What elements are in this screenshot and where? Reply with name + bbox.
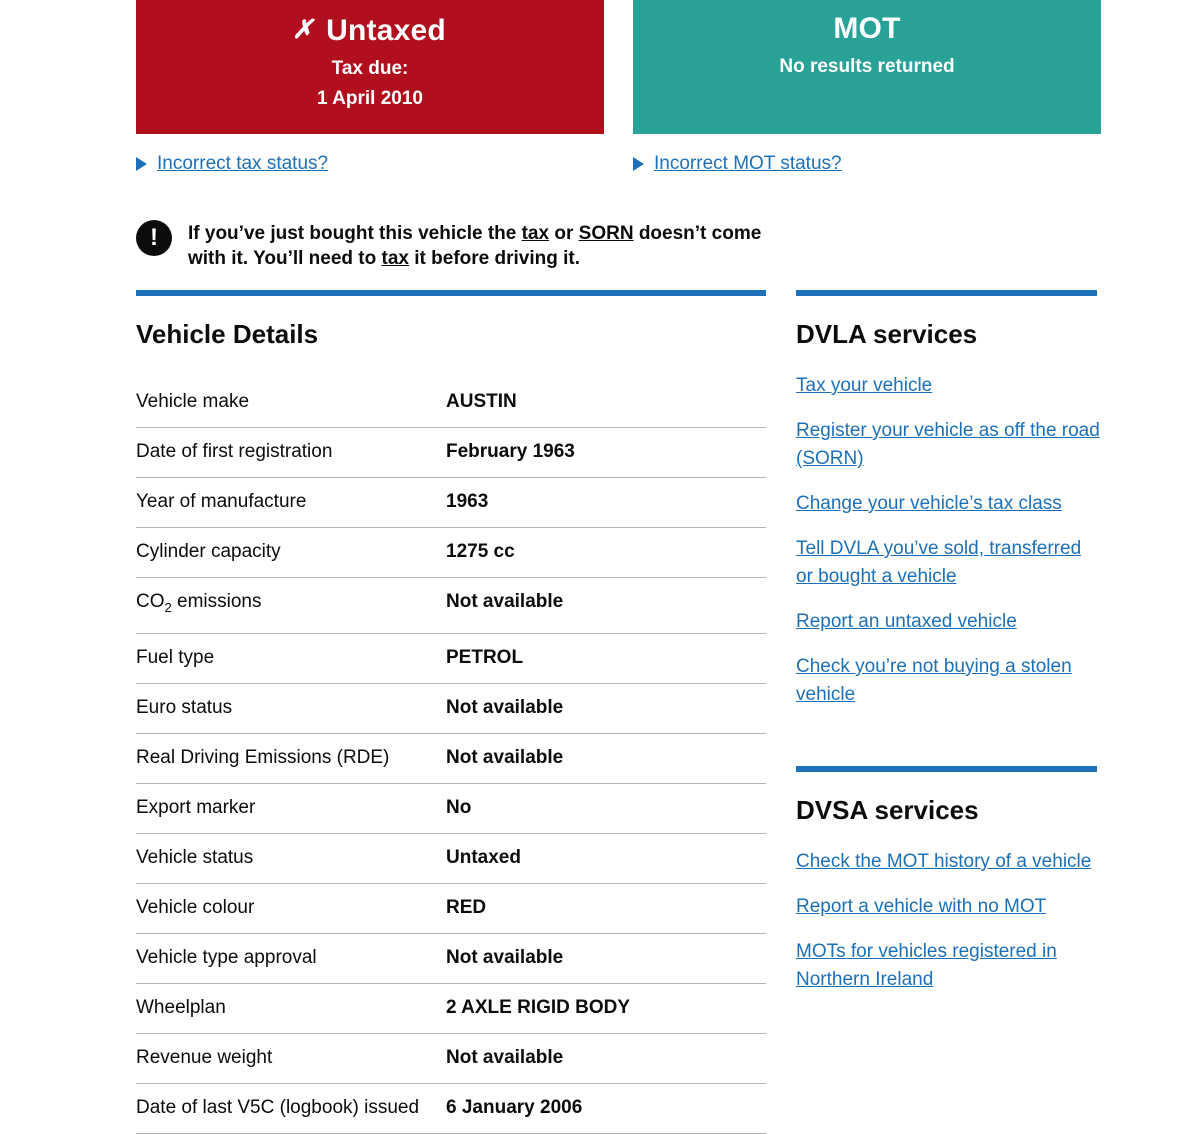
vehicle-details-column <box>136 290 766 1134</box>
row-label: Date of last V5C (logbook) issued <box>136 1083 446 1133</box>
list-item <box>796 417 1102 473</box>
mot-status-result: No results returned <box>779 56 955 77</box>
list-item <box>796 608 1102 636</box>
row-value: 2 AXLE RIGID BODY <box>446 983 766 1033</box>
row-value: 1963 <box>446 478 766 528</box>
table-row <box>136 833 766 883</box>
vehicle-details-table <box>136 378 766 1134</box>
row-value: Not available <box>446 733 766 783</box>
table-row <box>136 983 766 1033</box>
row-label-co2: $CO_2$ emissions <box>136 578 446 634</box>
mot-status-title: MOT <box>833 12 901 45</box>
incorrect-mot-status-row <box>633 150 1101 178</box>
warning-text <box>188 215 796 271</box>
chevron-right-icon <box>633 157 644 171</box>
co2-subscript: 2 <box>164 599 172 615</box>
dvla-link-tax-your-vehicle[interactable]: Tax your vehicle <box>796 375 933 396</box>
dvla-link-report-untaxed[interactable]: Report an untaxed vehicle <box>796 611 1017 632</box>
row-value: Untaxed <box>446 833 766 883</box>
row-label: Euro status <box>136 683 446 733</box>
table-row <box>136 428 766 478</box>
row-value: No <box>446 783 766 833</box>
tax-due-label: Tax due: <box>331 58 409 79</box>
row-value: PETROL <box>446 633 766 683</box>
list-item <box>796 535 1102 591</box>
row-value: Not available <box>446 933 766 983</box>
tax-sorn-warning <box>136 215 796 271</box>
services-column <box>796 290 1102 1134</box>
tax-link-2[interactable]: tax <box>381 248 409 269</box>
table-row <box>136 883 766 933</box>
row-value: Not available <box>446 578 766 634</box>
table-row <box>136 378 766 428</box>
table-row <box>136 783 766 833</box>
cross-icon: ✗ <box>290 14 320 44</box>
table-row <box>136 1033 766 1083</box>
row-label: Vehicle status <box>136 833 446 883</box>
dvla-services-title: DVLA services <box>796 319 978 349</box>
table-row <box>136 733 766 783</box>
sorn-link[interactable]: SORN <box>578 223 634 244</box>
row-label: Vehicle type approval <box>136 933 446 983</box>
row-label: Year of manufacture <box>136 478 446 528</box>
incorrect-tax-status-row <box>136 150 604 178</box>
incorrect-tax-status-link[interactable]: Incorrect tax status? <box>157 153 329 174</box>
row-value: Not available <box>446 683 766 733</box>
row-label: Fuel type <box>136 633 446 683</box>
section-divider <box>796 766 1097 772</box>
tax-due-date: 1 April 2010 <box>317 88 423 109</box>
status-banner-row <box>136 0 1102 134</box>
incorrect-status-links <box>136 150 1102 178</box>
tax-link-1[interactable]: tax <box>521 223 550 244</box>
row-value: AUSTIN <box>446 378 766 428</box>
row-value: 6 January 2006 <box>446 1083 766 1133</box>
dvsa-services-title: DVSA services <box>796 795 979 825</box>
list-item <box>796 938 1102 994</box>
tax-status-title <box>136 6 604 54</box>
row-label: Export marker <box>136 783 446 833</box>
row-value: Not available <box>446 1033 766 1083</box>
dvsa-link-mot-history[interactable]: Check the MOT history of a vehicle <box>796 851 1092 872</box>
exclamation-icon: ! <box>136 220 172 256</box>
dvla-services-list <box>796 372 1102 709</box>
dvla-link-check-stolen[interactable]: Check you’re not buying a stolen vehicle <box>796 656 1072 705</box>
list-item <box>796 653 1102 709</box>
row-label: Cylinder capacity <box>136 528 446 578</box>
row-label: Revenue weight <box>136 1033 446 1083</box>
column-spacer <box>796 726 1102 766</box>
dvsa-link-mot-northern-ireland[interactable]: MOTs for vehicles registered in Northern Ireland <box>796 941 1057 990</box>
list-item <box>796 372 1102 400</box>
row-value: RED <box>446 883 766 933</box>
table-row <box>136 633 766 683</box>
row-value: February 1963 <box>446 428 766 478</box>
dvla-link-register-sorn[interactable]: Register your vehicle as off the road (SORN) <box>796 420 1100 469</box>
list-item <box>796 490 1102 518</box>
section-divider <box>136 290 766 296</box>
warning-text-part2: or <box>549 223 579 244</box>
list-item <box>796 893 1102 921</box>
dvla-link-tell-dvla-sold[interactable]: Tell DVLA you’ve sold, transferred or bought a vehicle <box>796 538 1082 587</box>
row-label: Real Driving Emissions (RDE) <box>136 733 446 783</box>
dvsa-services-list <box>796 848 1102 994</box>
row-label: Wheelplan <box>136 983 446 1033</box>
incorrect-mot-status-link[interactable]: Incorrect MOT status? <box>654 153 842 174</box>
table-row <box>136 1083 766 1133</box>
mot-status-card <box>633 0 1101 134</box>
row-value: 1275 cc <box>446 528 766 578</box>
warning-text-part3: doesn’t come with it. You’ll need to <box>188 223 762 269</box>
row-label: Date of first registration <box>136 428 446 478</box>
row-label: Vehicle make <box>136 378 446 428</box>
table-row <box>136 528 766 578</box>
tax-status-card <box>136 0 604 134</box>
chevron-right-icon <box>136 157 147 171</box>
warning-text-part1: If you’ve just bought this vehicle the <box>188 223 522 244</box>
list-item <box>796 848 1102 876</box>
vehicle-details-body <box>136 378 766 1133</box>
table-row <box>136 683 766 733</box>
dvla-link-change-tax-class[interactable]: Change your vehicle’s tax class <box>796 493 1062 514</box>
page-title: Vehicle Details <box>136 319 319 349</box>
dvsa-link-report-no-mot[interactable]: Report a vehicle with no MOT <box>796 896 1047 917</box>
table-row <box>136 478 766 528</box>
main-content <box>136 290 1102 1134</box>
section-divider <box>796 290 1097 296</box>
table-row <box>136 578 766 634</box>
row-label: Vehicle colour <box>136 883 446 933</box>
tax-status-label: Untaxed <box>326 14 446 47</box>
table-row <box>136 933 766 983</box>
warning-text-part4: it before driving it. <box>409 248 581 269</box>
